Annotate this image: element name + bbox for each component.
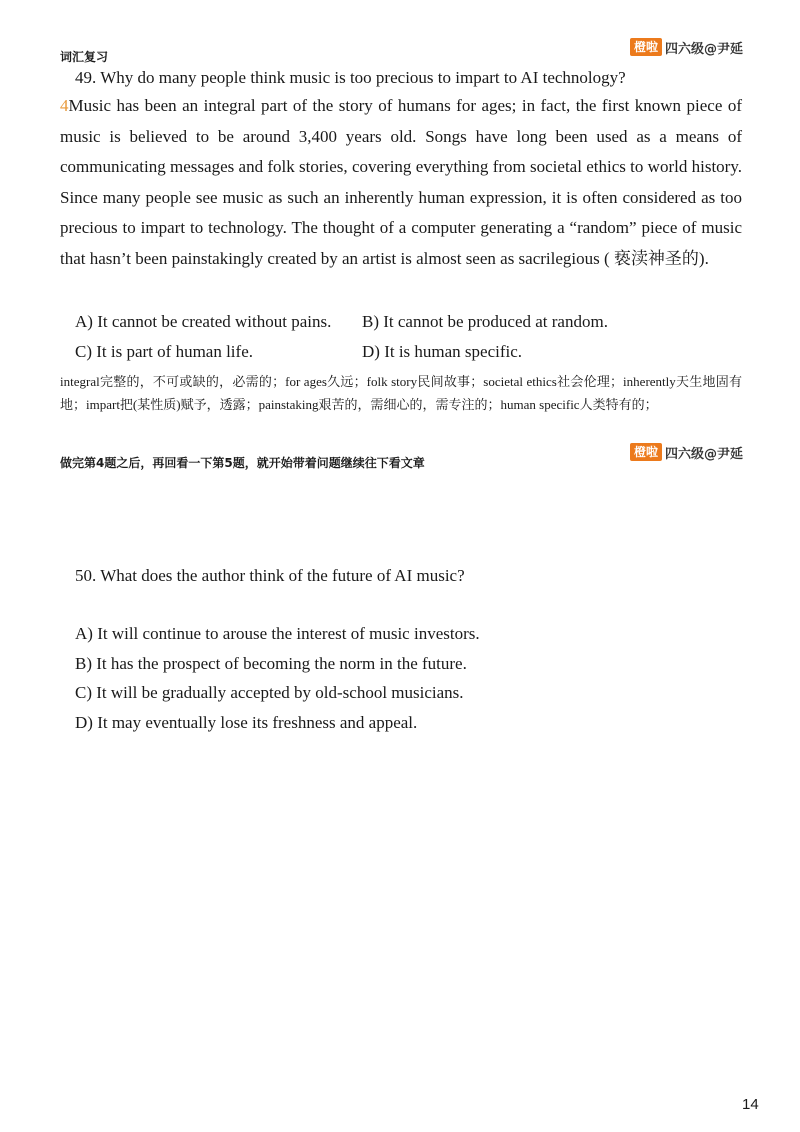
page-number: 14 — [742, 1096, 759, 1113]
question-49: 49. Why do many people think music is too precious to impart to AI technology? — [75, 68, 626, 87]
brand-logo-mark: 橙啦 — [630, 38, 662, 56]
q50-option-d: D) It may eventually lose its freshness and appeal. — [75, 713, 418, 732]
q50-option-c: C) It will be gradually accepted by old-school musicians. — [75, 683, 464, 702]
brand-text: 四六级@尹延 — [665, 41, 744, 57]
brand-logo-mark-2: 橙啦 — [630, 443, 662, 461]
study-note: 做完第4题之后，再回看一下第5题，就开始带着问题继续往下看文章 — [60, 456, 425, 470]
q49-option-b: B) It cannot be produced at random. — [362, 312, 608, 331]
brand-logo-2 — [630, 443, 743, 461]
paragraph-text: Music has been an integral part of the story of humans for ages; in fact, the first known piece of music is believed to be around 3,400 years old. Songs have long been used as a means of communicating messages and folk stories, covering everything from societal ethics to world history. Since many people see music as such an inherently human expression, it is often considered as too precious to impart to technology. The thought of a computer generating a “random” piece of music that hasn’t been painstakingly created by an artist is almost seen as sacrilegious ( 亵渎神圣的). — [60, 96, 742, 268]
q49-option-c: C) It is part of human life. — [75, 342, 253, 361]
section-label: 词汇复习 — [60, 50, 109, 64]
brand-logo — [630, 38, 743, 56]
passage-paragraph — [60, 91, 742, 274]
q49-option-a: A) It cannot be created without pains. — [75, 312, 332, 331]
q50-option-b: B) It has the prospect of becoming the norm in the future. — [75, 654, 467, 673]
question-50: 50. What does the author think of the future of AI music? — [75, 566, 465, 585]
q50-option-a: A) It will continue to arouse the interest of music investors. — [75, 624, 480, 643]
paragraph-number: 4 — [60, 96, 69, 115]
brand-text-2: 四六级@尹延 — [665, 446, 744, 462]
q49-option-d: D) It is human specific. — [362, 342, 523, 361]
vocabulary-notes: integral完整的，不可或缺的，必需的；for ages久远；folk story民间故事；societal ethics社会伦理；inherently天生地固有地；impart把(某性质)赋予，透露；painstaking艰苦的，需细心的，需专注的；human specific人类特有的； — [60, 374, 742, 412]
